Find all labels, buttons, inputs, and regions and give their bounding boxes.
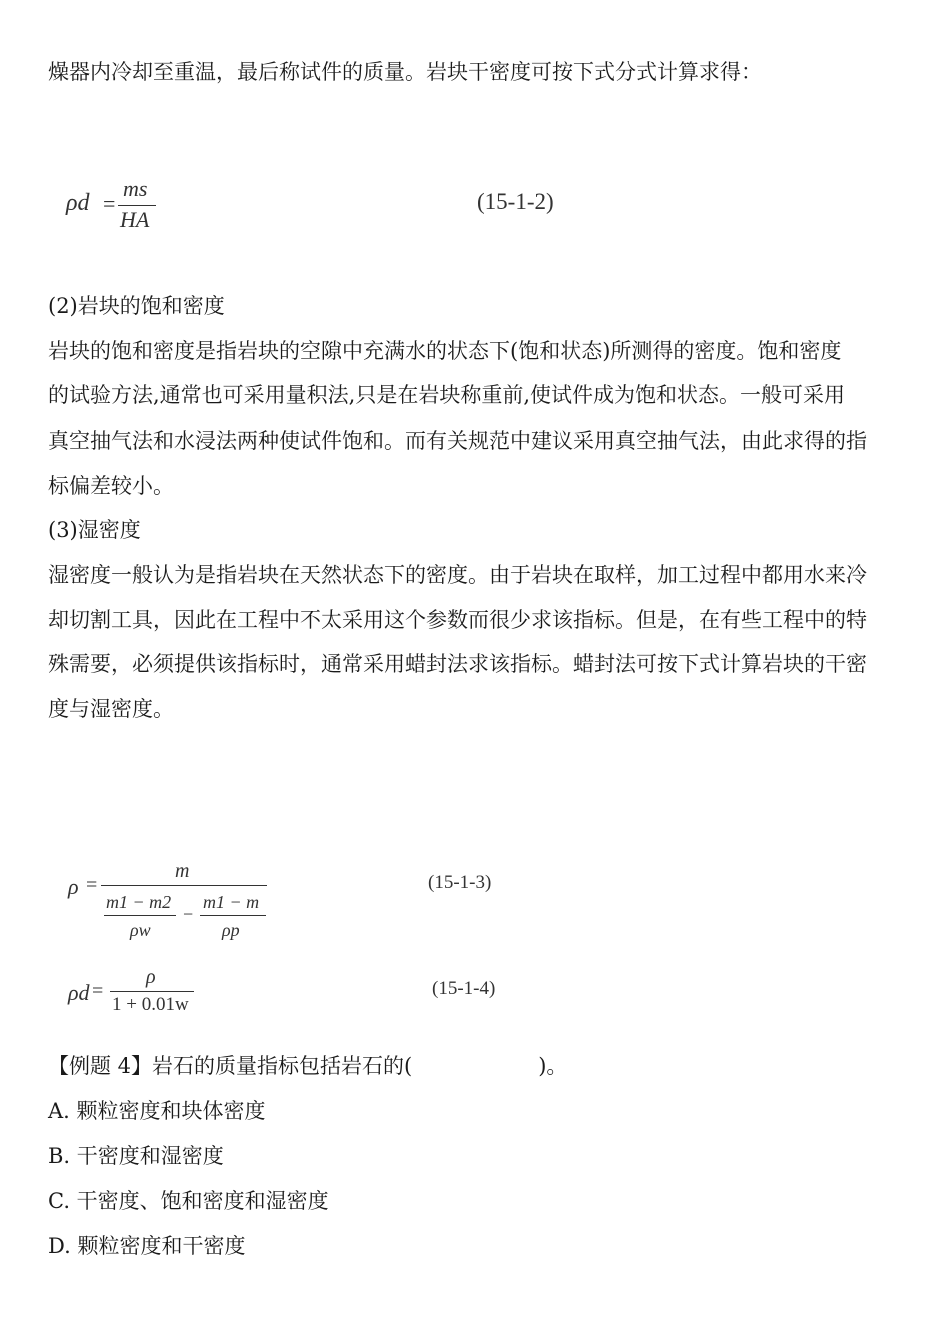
- section2-line-3: 真空抽气法和水浸法两种使试件饱和。而有关规范中建议采用真空抽气法，由此求得的指: [48, 429, 867, 453]
- eq3-numerator: m: [175, 860, 190, 882]
- eq4-denominator: 1 + 0.01w: [112, 994, 189, 1015]
- section2-line-4: 标偏差较小。: [48, 474, 174, 498]
- eq3-inner1-bar: [104, 915, 176, 916]
- eq3-inner2-numerator: m1 − m: [203, 892, 260, 912]
- eq3-inner2-denominator: ρp: [222, 920, 240, 940]
- eq3-inner1-denominator: ρw: [130, 920, 151, 940]
- eq1-denominator: HA: [120, 207, 150, 232]
- option-d: D. 颗粒密度和干密度: [48, 1234, 246, 1258]
- eq3-number: (15-1-3): [428, 872, 492, 893]
- eq3-inner2-bar: [200, 915, 266, 916]
- eq4-lhs: ρd: [68, 980, 90, 1005]
- section3-line-4: 度与湿密度。: [48, 697, 174, 721]
- eq3-main-bar: [101, 885, 267, 886]
- eq1-fraction-bar: [118, 205, 156, 206]
- section2-line-2: 的试验方法,通常也可采用量积法,只是在岩块称重前,使试件成为饱和状态。一般可采用: [48, 383, 846, 407]
- section3-line-3: 殊需要，必须提供该指标时，通常采用蜡封法求该指标。蜡封法可按下式计算岩块的干密: [48, 652, 867, 676]
- option-a: A. 颗粒密度和块体密度: [48, 1099, 266, 1123]
- eq4-number: (15-1-4): [432, 978, 496, 999]
- section2-heading: (2)岩块的饱和密度: [48, 294, 225, 318]
- section3-heading: (3)湿密度: [48, 518, 141, 542]
- eq4-fraction-bar: [110, 991, 194, 992]
- option-c: C. 干密度、饱和密度和湿密度: [48, 1189, 329, 1213]
- section2-line-1: 岩块的饱和密度是指岩块的空隙中充满水的状态下(饱和状态)所测得的密度。饱和密度: [48, 339, 842, 363]
- eq1-numerator: ms: [123, 176, 148, 201]
- intro-text: 燥器内冷却至重温，最后称试件的质量。岩块干密度可按下式分式计算求得：: [48, 60, 762, 84]
- eq3-minus: −: [183, 904, 194, 924]
- section3-line-2: 却切割工具，因此在工程中不太采用这个参数而很少求该指标。但是，在有些工程中的特: [48, 608, 867, 632]
- option-b: B. 干密度和湿密度: [48, 1144, 224, 1168]
- eq4-numerator: ρ: [146, 966, 156, 988]
- eq3-inner1-numerator: m1 − m2: [106, 892, 172, 912]
- eq1-number: (15-1-2): [477, 189, 554, 214]
- example-question: 【例题 4】岩石的质量指标包括岩石的( )。: [48, 1054, 568, 1078]
- eq1-lhs: ρd: [66, 190, 90, 216]
- eq3-lhs: ρ: [68, 874, 79, 899]
- section3-line-1: 湿密度一般认为是指岩块在天然状态下的密度。由于岩块在取样，加工过程中都用水来冷: [48, 563, 867, 587]
